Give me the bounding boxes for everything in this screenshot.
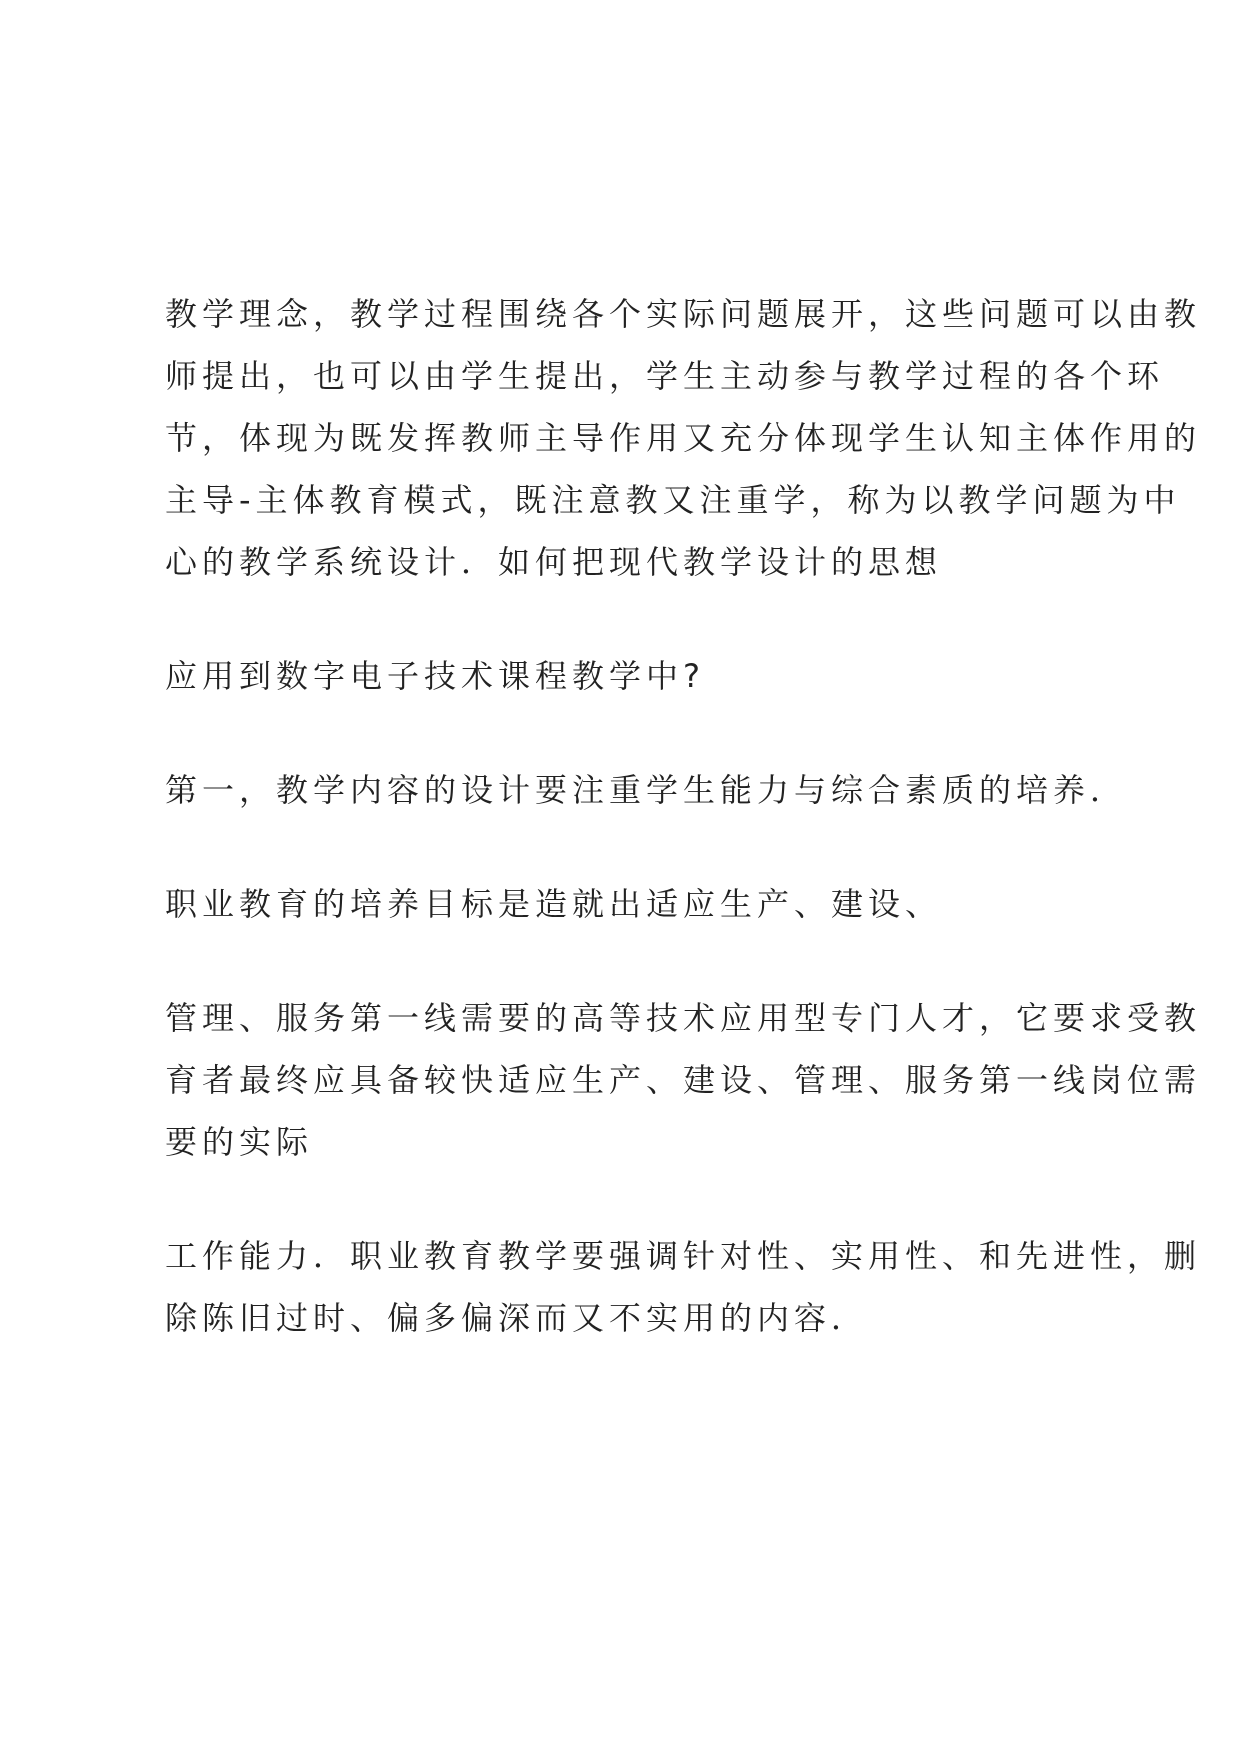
paragraph-line: 工作能力．职业教育教学要强调针对性、实用性、和先进性，删 bbox=[165, 1237, 1202, 1275]
paragraph-line: 心的教学系统设计．如何把现代教学设计的思想 bbox=[165, 543, 943, 581]
paragraph-4 bbox=[165, 873, 1095, 935]
paragraph-line: 节，体现为既发挥教师主导作用又充分体现学生认知主体作用的 bbox=[165, 419, 1202, 457]
paragraph-1 bbox=[165, 283, 1202, 593]
paragraph-line: 职业教育的培养目标是造就出适应生产、建设、 bbox=[165, 885, 943, 923]
paragraph-2 bbox=[165, 645, 1095, 707]
paragraph-line: 教学理念，教学过程围绕各个实际问题展开，这些问题可以由教 bbox=[165, 295, 1202, 333]
paragraph-line: 管理、服务第一线需要的高等技术应用型专门人才，它要求受教 bbox=[165, 999, 1202, 1037]
paragraph-line: 要的实际 bbox=[165, 1123, 314, 1161]
paragraph-5 bbox=[165, 987, 1202, 1173]
document-body bbox=[165, 283, 1202, 1349]
paragraph-line: 师提出，也可以由学生提出，学生主动参与教学过程的各个环 bbox=[165, 357, 1165, 395]
paragraph-line: 除陈旧过时、偏多偏深而又不实用的内容． bbox=[165, 1299, 869, 1337]
paragraph-3 bbox=[165, 759, 1128, 821]
paragraph-line: 育者最终应具备较快适应生产、建设、管理、服务第一线岗位需 bbox=[165, 1061, 1202, 1099]
paragraph-line: 第一，教学内容的设计要注重学生能力与综合素质的培养． bbox=[165, 771, 1128, 809]
paragraph-line: 主导-主体教育模式，既注意教又注重学，称为以教学问题为中 bbox=[165, 481, 1181, 519]
paragraph-line: 应用到数字电子技术课程教学中? bbox=[165, 657, 705, 695]
paragraph-6 bbox=[165, 1225, 1202, 1349]
